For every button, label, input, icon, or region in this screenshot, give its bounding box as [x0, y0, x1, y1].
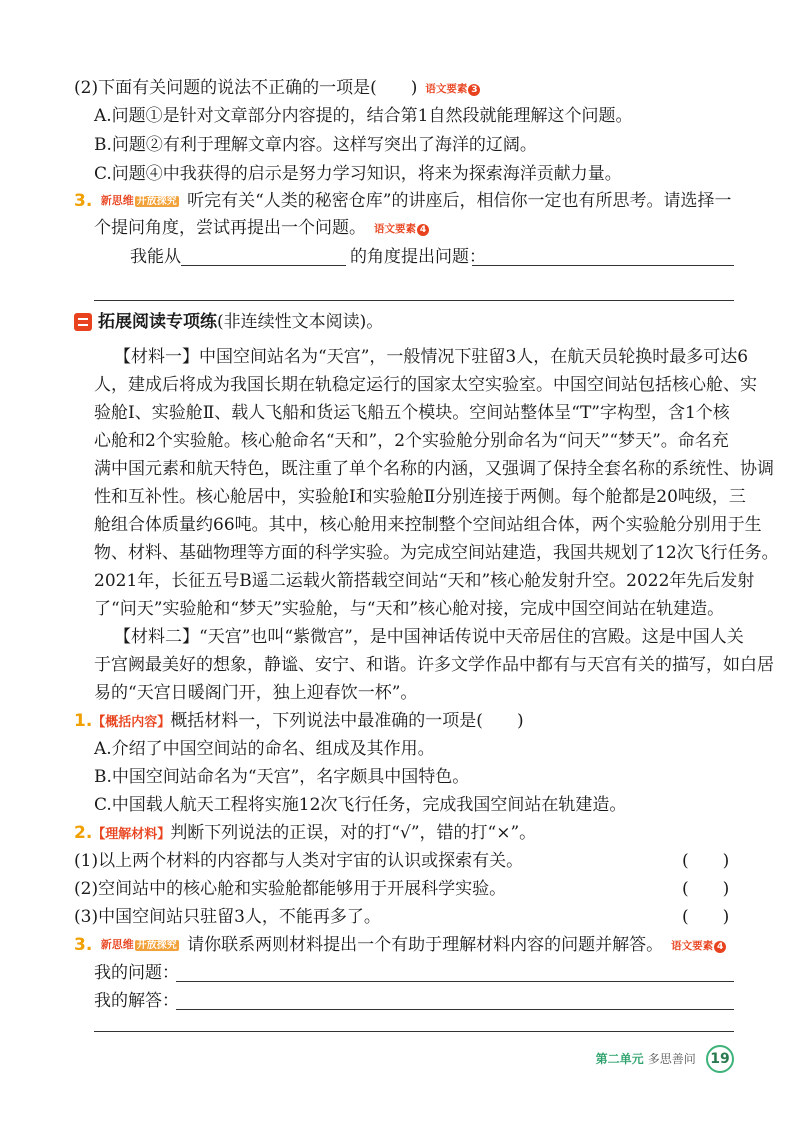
- q3a-fill-label-b: 的角度提出问题：: [350, 247, 486, 267]
- q2-option-b: B.问题②有利于理解文章内容。这样写突出了海洋的辽阔。: [94, 135, 537, 155]
- p2-item-3: (3)中国空间站只驻留3人，不能再多了。: [74, 907, 381, 927]
- p3-answer-blank[interactable]: [176, 1009, 734, 1010]
- p1-stem: 概括材料一，下列说法中最准确的一项是( ): [170, 711, 524, 731]
- p3-badge: 新思维 开放探究: [100, 938, 177, 951]
- p1-option-c: C.中国载人航天工程将实施12次飞行任务，完成我国空间站在轨建造。: [94, 795, 627, 815]
- q3a-text1: 听完有关“人类的秘密仓库”的讲座后，相信你一定也有所思考。请选择一: [187, 191, 732, 211]
- material1-line: 满中国元素和航天特色，既注重了单个名称的内涵，又强调了保持全套名称的系统性、协调: [94, 459, 774, 479]
- q2-stem: (2)下面有关问题的说法不正确的一项是( ): [74, 78, 418, 98]
- p3-answer-blank-line2[interactable]: [94, 1031, 734, 1032]
- footer-topic: 多思善问: [647, 1052, 696, 1066]
- q3a-fill-label-a: 我能从: [130, 247, 181, 267]
- q3a-question-blank[interactable]: [472, 265, 734, 266]
- p1-option-b: B.中国空间站命名为“天宫”，名字颇具中国特色。: [94, 767, 470, 787]
- p1-label: 【概括内容】: [92, 715, 171, 730]
- p2-answer-paren-1[interactable]: ( ): [682, 851, 730, 871]
- p2-stem-line: [74, 821, 536, 847]
- p2-answer-paren-3[interactable]: ( ): [682, 907, 730, 927]
- material1-line: 【材料一】中国空间站名为“天宫”，一般情况下驻留3人，在航天员轮换时最多可达6: [114, 347, 749, 367]
- section-title: 拓展阅读专项练: [98, 312, 217, 332]
- p2-label: 【理解材料】: [92, 827, 171, 842]
- material1-line: 了“问天”实验舱和“梦天”实验舱，与“天和”核心舱对接，完成中国空间站在轨建造。: [94, 599, 725, 619]
- p2-item-1: (1)以上两个材料的内容都与人类对宇宙的认识或探索有关。: [74, 851, 524, 871]
- footer-unit: 第二单元: [595, 1052, 644, 1066]
- q2-option-c: C.问题④中我获得的启示是努力学习知识，将来为探索海洋贡献力量。: [94, 164, 622, 184]
- q2-option-a: A.问题①是针对文章部分内容提的，结合第1自然段就能理解这个问题。: [94, 106, 633, 126]
- q3a-tag: 语文要素 4: [374, 217, 429, 241]
- q3a-number: 3.: [74, 191, 93, 211]
- p2-answer-paren-2[interactable]: ( ): [682, 879, 730, 899]
- q2-stem-line: [74, 76, 480, 101]
- p3-question-label: 我的问题：: [94, 963, 179, 983]
- p2-stem: 判断下列说法的正误，对的打“√”，错的打“×”。: [170, 823, 537, 843]
- q3a-question-blank-line2[interactable]: [94, 300, 734, 301]
- material2-line: 易的“天宫日暖阁门开，独上迎春饮一杯”。: [94, 683, 418, 703]
- p2-number: 2.: [74, 823, 93, 843]
- q2-tag: 语文要素 3: [425, 77, 480, 101]
- p1-stem-line: [74, 709, 524, 735]
- material1-line: 舱组合体质量约66吨。其中，核心舱用来控制整个空间站组合体，两个实验舱分别用于生: [94, 515, 762, 535]
- p3-stem-line: [74, 933, 726, 958]
- p3-number: 3.: [74, 935, 93, 955]
- page-footer: [596, 1045, 734, 1073]
- section-number-icon: [74, 313, 92, 331]
- p1-option-a: A.介绍了中国空间站的命名、组成及其作用。: [94, 739, 435, 759]
- q3a-badge: 新思维 开放探究: [100, 194, 177, 207]
- q3a-line2: [94, 216, 429, 241]
- material1-line: 性和互补性。核心舱居中，实验舱Ⅰ和实验舱Ⅱ分别连接于两侧。每个舱都是20吨级，三: [94, 487, 746, 507]
- p3-tag: 语文要素 4: [671, 934, 726, 958]
- section-header: [98, 310, 383, 334]
- q3a-angle-blank[interactable]: [181, 265, 346, 266]
- material1-line: 物、材料、基础物理等方面的科学实验。为完成空间站建造，我国共规划了12次飞行任务。: [94, 543, 779, 563]
- material1-line: 人，建成后将成为我国长期在轨稳定运行的国家太空实验室。中国空间站包括核心舱、实: [94, 375, 757, 395]
- material2-line: 于宫阙最美好的想象，静谧、安宁、和谐。许多文学作品中都有与天宫有关的描写，如白居: [94, 655, 774, 675]
- p2-item-2: (2)空间站中的核心舱和实验舱都能够用于开展科学实验。: [74, 879, 507, 899]
- p3-stem: 请你联系两则材料提出一个有助于理解材料内容的问题并解答。: [187, 935, 664, 955]
- material1-line: 验舱Ⅰ、实验舱Ⅱ、载人飞船和货运飞船五个模块。空间站整体呈“T”字构型，含1个核: [94, 403, 730, 423]
- q3a-line1: [74, 189, 732, 213]
- page-number: 19: [706, 1045, 734, 1073]
- q3a-text2: 个提问角度，尝试再提出一个问题。: [94, 218, 366, 238]
- p3-question-blank[interactable]: [176, 981, 734, 982]
- material2-line: 【材料二】“天宫”也叫“紫微宫”，是中国神话传说中天帝居住的宫殿。这是中国人关: [114, 627, 744, 647]
- section-subtitle: (非连续性文本阅读)。: [217, 312, 384, 332]
- p1-number: 1.: [74, 711, 93, 731]
- material1-line: 2021年，长征五号B遥二运载火箭搭载空间站“天和”核心舱发射升空。2022年先后发射: [94, 571, 755, 591]
- material1-line: 心舱和2个实验舱。核心舱命名“天和”，2个实验舱分别命名为“问天”“梦天”。命名充: [94, 431, 729, 451]
- p3-answer-label: 我的解答：: [94, 991, 179, 1011]
